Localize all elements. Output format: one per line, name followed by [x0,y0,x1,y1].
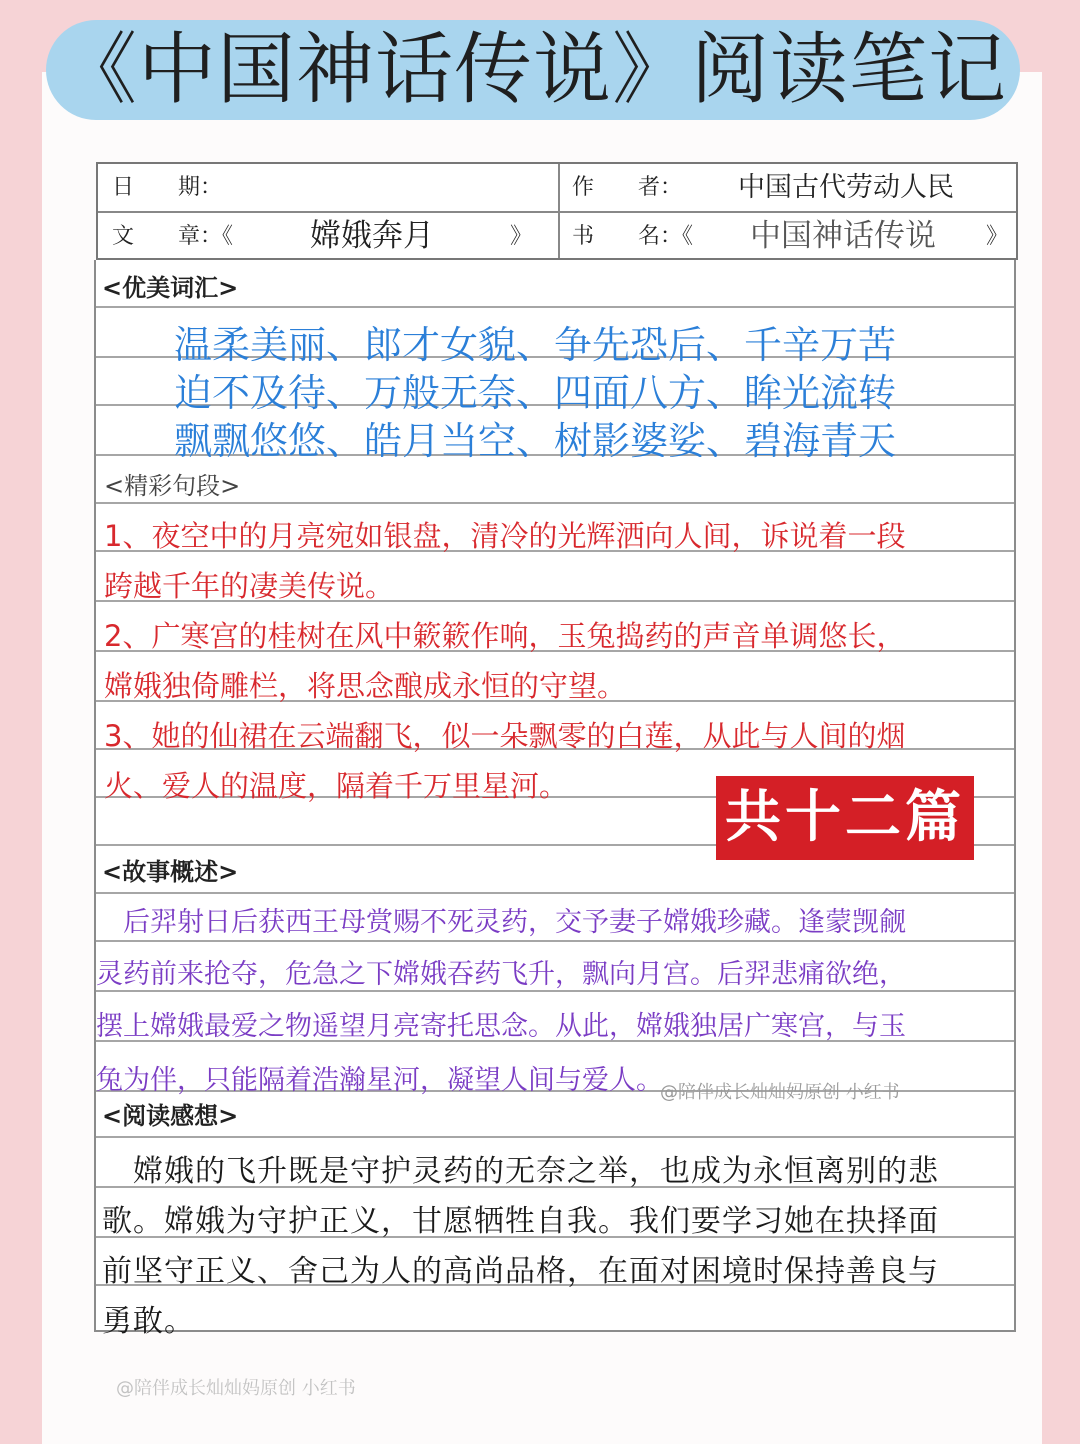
summary-heading: <故事概述> [102,858,239,886]
info-column-divider [558,164,560,258]
sentence-line-4: 嫦娥独倚雕栏，将思念酿成永恒的守望。 [104,669,627,703]
article-label: 文 章：《 [112,224,234,249]
author-label: 作 者： [572,175,683,200]
rule-line [96,502,1014,504]
thoughts-line-1: 嫦娥的飞升既是守护灵药的无奈之举，也成为永恒离别的悲 [102,1154,939,1189]
rule-line [96,892,1014,894]
info-table [96,162,1018,260]
summary-line-3: 摆上嫦娥最爱之物遥望月亮寄托思念。从此，嫦娥独居广寒宫，与玉 [96,1011,906,1042]
vocab-line-2: 迫不及待、万般无奈、四面八方、眸光流转 [174,371,897,415]
rule-line [96,1136,1014,1138]
series-count-badge: 共十二篇 [716,776,974,860]
vocab-heading: <优美词汇> [102,274,239,302]
summary-line-4: 兔为伴，只能隔着浩瀚星河，凝望人间与爱人。 [96,1065,663,1096]
sentence-line-1: 1、夜空中的月亮宛如银盘，清冷的光辉洒向人间，诉说着一段 [104,519,906,553]
thoughts-heading: <阅读感想> [102,1102,239,1130]
sentence-line-2: 跨越千年的凄美传说。 [104,569,395,603]
vocab-line-1: 温柔美丽、郎才女貌、争先恐后、千辛万苦 [174,323,897,367]
watermark-middle: @陪伴成长灿灿妈原创 小红书 [660,1082,900,1103]
article-close-bracket: 》 [510,224,533,249]
sentence-line-3: 2、广寒宫的桂树在风中簌簌作响，玉兔捣药的声音单调悠长， [104,619,906,653]
book-close-bracket: 》 [986,224,1009,249]
rule-line [96,940,1014,942]
book-label: 书 名：《 [572,224,694,249]
date-label: 日 期： [112,175,223,200]
summary-line-1: 后羿射日后获西王母赏赐不死灵药，交予妻子嫦娥珍藏。逢蒙觊觎 [96,907,906,938]
watermark-bottom: @陪伴成长灿灿妈原创 小红书 [116,1378,356,1399]
rule-line [96,306,1014,308]
sentence-line-6: 火、爱人的温度，隔着千万里星河。 [104,769,569,803]
page-title: 《中国神话传说》阅读笔记 [58,25,1007,115]
thoughts-line-2: 歌。嫦娥为守护正义，甘愿牺牲自我。我们要学习她在抉择面 [102,1204,939,1239]
article-value: 嫦娥奔月 [310,218,434,254]
sentence-line-5: 3、她的仙裙在云端翻飞，似一朵飘零的白莲，从此与人间的烟 [104,719,906,753]
thoughts-line-4: 勇敢。 [102,1304,195,1339]
sentences-heading: <精彩句段> [104,472,241,500]
vocab-line-3: 飘飘悠悠、皓月当空、树影婆娑、碧海青天 [174,419,897,463]
summary-line-2: 灵药前来抢夺，危急之下嫦娥吞药飞升，飘向月宫。后羿悲痛欲绝， [96,959,906,990]
book-value: 中国神话传说 [750,218,936,254]
thoughts-line-3: 前坚守正义、舍己为人的高尚品格，在面对困境时保持善良与 [102,1254,939,1289]
author-value: 中国古代劳动人民 [738,172,954,203]
